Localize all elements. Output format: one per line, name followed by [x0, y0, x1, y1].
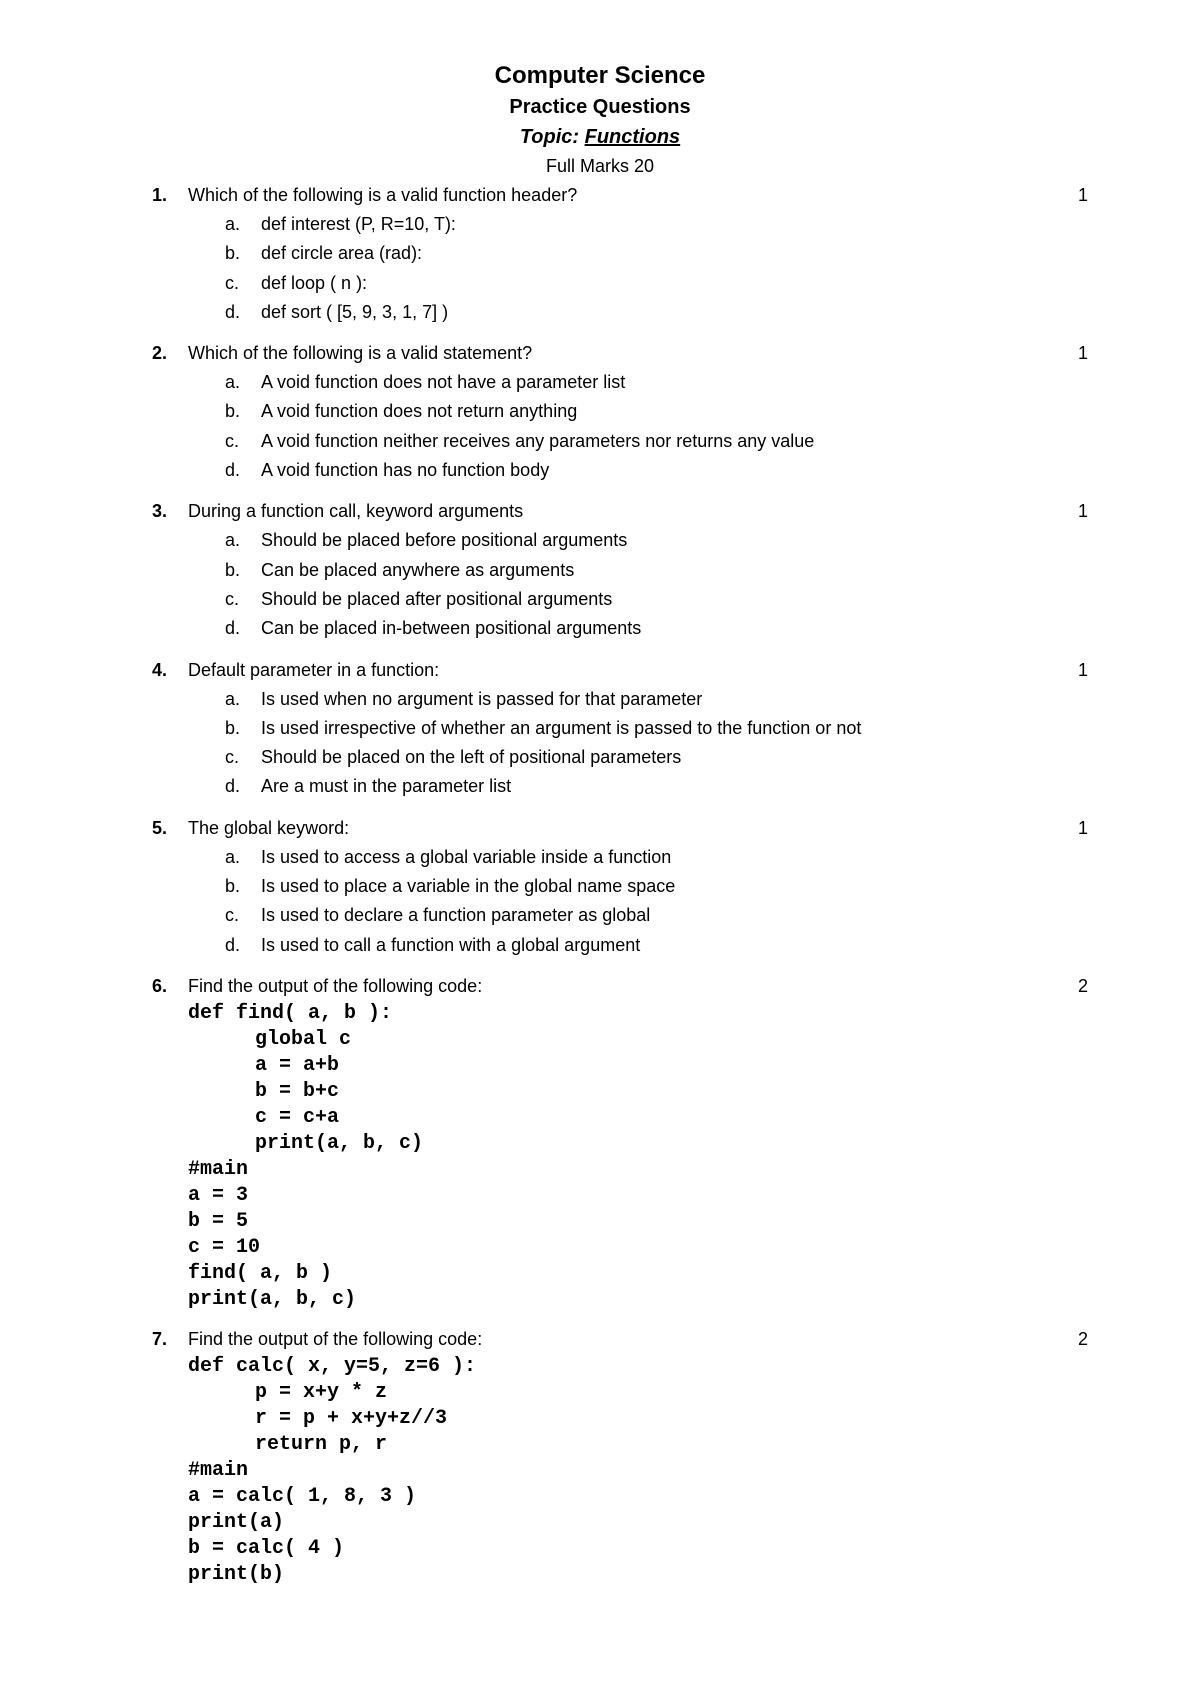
code-line: global c: [255, 1027, 352, 1051]
option-item: [0, 585, 1200, 614]
option-item: [0, 526, 1200, 555]
code-line: b = 5: [188, 1209, 249, 1233]
code-line: a = 3: [188, 1183, 249, 1207]
question-row: [0, 497, 1200, 526]
question-number: 2.: [152, 343, 168, 364]
option-text: A void function neither receives any parameters nor returns any value: [261, 430, 815, 451]
option-item: [0, 298, 1200, 327]
code-line: print(a, b, c): [188, 1287, 357, 1311]
code-block: [188, 1001, 1200, 1313]
code-line: return p, r: [255, 1432, 388, 1456]
code-block: [188, 1354, 1200, 1588]
question-number: 3.: [152, 501, 168, 522]
option-letter: a.: [225, 214, 241, 234]
question-row: [0, 814, 1200, 843]
option-letter: a.: [225, 846, 241, 867]
option-text: Are a must in the parameter list: [261, 776, 512, 797]
option-item: [0, 239, 1200, 268]
question-marks: 1: [1078, 501, 1089, 522]
code-line: r = p + x+y+z//3: [255, 1406, 448, 1430]
option-letter: c.: [225, 905, 240, 926]
option-item: [0, 397, 1200, 426]
option-text: def circle area (rad):: [261, 243, 423, 264]
question-3: [0, 497, 1200, 643]
code-line: find( a, b ): [188, 1261, 333, 1285]
option-letter: c.: [225, 272, 240, 293]
option-text: Should be placed on the left of positional parameters: [261, 747, 682, 768]
question-row: [0, 972, 1200, 1001]
option-letter: b.: [225, 243, 241, 264]
code-line: a = calc( 1, 8, 3 ): [188, 1484, 417, 1508]
option-letter: c.: [225, 747, 240, 768]
option-text: Is used to call a function with a global argument: [261, 934, 641, 955]
option-item: [0, 210, 1200, 239]
option-item: [0, 714, 1200, 743]
topic-line: [0, 122, 1200, 152]
document-title: Computer Science: [494, 62, 706, 89]
question-number: 1.: [152, 185, 168, 205]
option-item: [0, 556, 1200, 585]
question-row: [0, 656, 1200, 685]
code-line: c = c+a: [255, 1105, 340, 1129]
question-4: [0, 656, 1200, 802]
code-line: p = x+y * z: [255, 1380, 388, 1404]
question-5: [0, 814, 1200, 960]
option-item: [0, 931, 1200, 960]
topic-label: Topic:: [519, 126, 580, 148]
option-item: [0, 427, 1200, 456]
question-text: Find the output of the following code:: [188, 975, 483, 996]
option-text: Is used to place a variable in the global name space: [261, 876, 676, 897]
option-item: [0, 772, 1200, 801]
code-line: c = 10: [188, 1235, 261, 1259]
option-text: Can be placed anywhere as arguments: [261, 559, 575, 580]
question-6: [0, 972, 1200, 1313]
question-2: [0, 339, 1200, 485]
option-item: [0, 269, 1200, 298]
option-item: [0, 843, 1200, 872]
question-7: [0, 1325, 1200, 1588]
question-row: [0, 181, 1200, 210]
option-letter: a.: [225, 530, 241, 551]
option-text: def loop ( n ):: [261, 272, 368, 293]
document-header: [0, 60, 1200, 180]
question-row: [0, 1325, 1200, 1354]
option-item: [0, 901, 1200, 930]
option-letter: a.: [225, 688, 241, 709]
question-text: Which of the following is a valid function header?: [188, 185, 578, 205]
code-line: a = a+b: [255, 1053, 340, 1077]
question-number: 6.: [152, 975, 168, 996]
option-text: Can be placed in-between positional arguments: [261, 618, 642, 639]
option-text: A void function does not have a parameter list: [261, 372, 626, 393]
option-letter: a.: [225, 372, 241, 393]
question-text: The global keyword:: [188, 817, 350, 838]
option-text: Is used to declare a function parameter as global: [261, 905, 651, 926]
question-list: [0, 181, 1200, 1600]
question-marks: 1: [1078, 817, 1089, 838]
option-item: [0, 614, 1200, 643]
question-marks: 1: [1078, 659, 1089, 680]
code-line: def calc( x, y=5, z=6 ):: [188, 1354, 477, 1378]
code-line: print(b): [188, 1562, 285, 1586]
question-number: 5.: [152, 817, 168, 838]
code-line: print(a, b, c): [255, 1131, 424, 1155]
question-marks: 2: [1078, 1328, 1089, 1349]
code-line: b = b+c: [255, 1079, 340, 1103]
option-letter: b.: [225, 876, 241, 897]
question-1: [0, 181, 1200, 327]
option-letter: d.: [225, 460, 241, 481]
option-letter: d.: [225, 618, 241, 639]
option-letter: b.: [225, 401, 241, 422]
question-text: Default parameter in a function:: [188, 659, 440, 680]
option-letter: c.: [225, 430, 240, 451]
option-text: def sort ( [5, 9, 3, 1, 7] ): [261, 301, 449, 322]
option-text: Should be placed before positional arguments: [261, 530, 628, 551]
question-text: Find the output of the following code:: [188, 1328, 483, 1349]
option-item: [0, 743, 1200, 772]
question-text: Which of the following is a valid statement?: [188, 343, 533, 364]
question-marks: 1: [1078, 185, 1089, 205]
question-marks: 1: [1078, 343, 1089, 364]
code-line: #main: [188, 1157, 249, 1181]
option-item: [0, 872, 1200, 901]
question-number: 7.: [152, 1328, 168, 1349]
option-letter: c.: [225, 588, 240, 609]
code-line: def find( a, b ):: [188, 1001, 393, 1025]
option-text: A void function has no function body: [261, 460, 550, 481]
code-line: #main: [188, 1458, 249, 1482]
option-item: [0, 685, 1200, 714]
topic-value: Functions: [584, 126, 681, 148]
question-text: During a function call, keyword arguments: [188, 501, 524, 522]
option-text: Is used to access a global variable inside a function: [261, 846, 672, 867]
option-text: def interest (P, R=10, T):: [261, 214, 456, 234]
option-item: [0, 368, 1200, 397]
option-letter: b.: [225, 717, 241, 738]
question-number: 4.: [152, 659, 168, 680]
option-text: Is used when no argument is passed for that parameter: [261, 688, 703, 709]
option-item: [0, 456, 1200, 485]
option-letter: d.: [225, 776, 241, 797]
option-text: A void function does not return anything: [261, 401, 578, 422]
option-letter: d.: [225, 934, 241, 955]
option-letter: d.: [225, 301, 241, 322]
code-line: b = calc( 4 ): [188, 1536, 345, 1560]
document-subtitle: Practice Questions: [509, 96, 691, 118]
option-text: Should be placed after positional arguments: [261, 588, 613, 609]
code-line: print(a): [188, 1510, 285, 1534]
question-marks: 2: [1078, 975, 1089, 996]
question-row: [0, 339, 1200, 368]
option-letter: b.: [225, 559, 241, 580]
full-marks: Full Marks 20: [545, 156, 655, 176]
option-text: Is used irrespective of whether an argument is passed to the function or not: [261, 717, 862, 738]
